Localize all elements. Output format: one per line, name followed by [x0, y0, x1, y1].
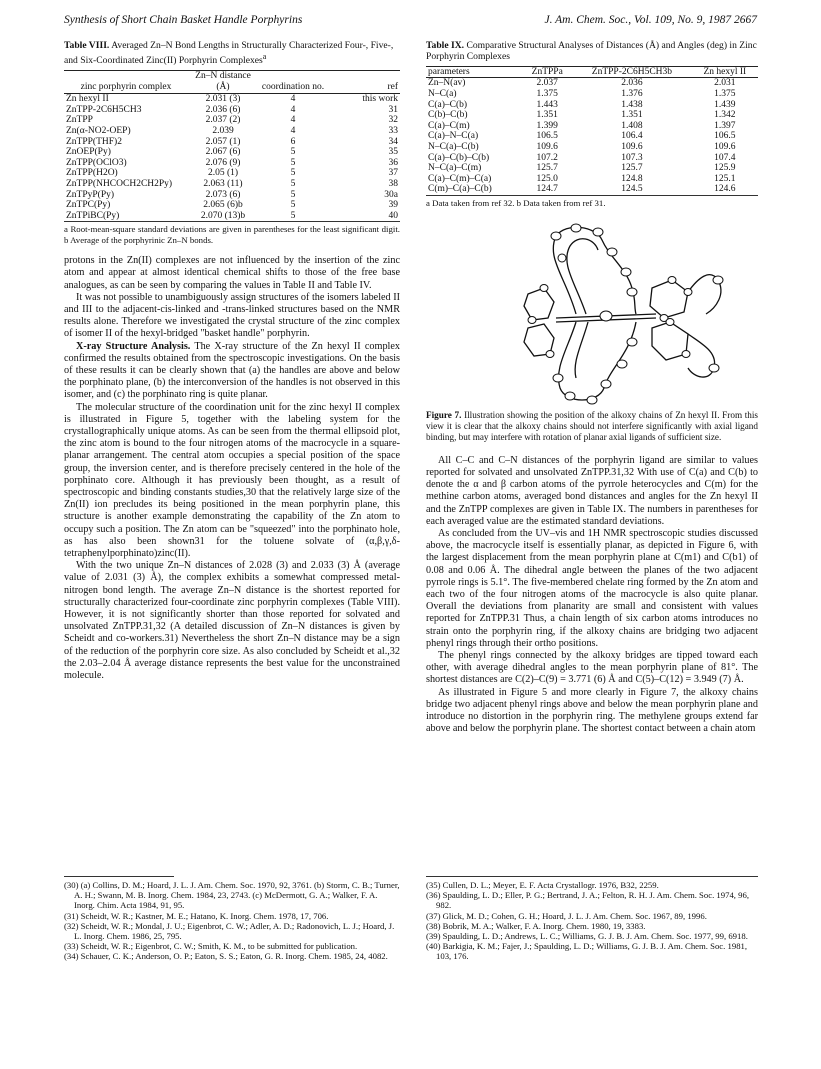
table8-cell-complex: ZnTPC(Py)	[66, 200, 111, 211]
paragraph-text: It was not possible to unambiguously assign structures of the isomers labeled II and III to the adjacent-cis-linked and -trans-linked structures based on the NMR results alone. Therefore we investigated the crystal structure of the zinc complex of isomer II of the hexyl-bridged "basket handle" porphyrin.	[64, 291, 400, 340]
table9-cell-value: 1.397	[714, 120, 736, 131]
table9-row	[426, 153, 758, 164]
reference-entry: (30) (a) Collins, D. M.; Hoard, J. L. J. Am. Chem. Soc. 1970, 92, 3761. (b) Storm, C. B.; Turner, A. H.; Swann, M. B. Inorg. Chem. 1984, 23, 2743. (c) McDermott, G. A.; Walker, F. A. Inorg. Chim. Acta 1984, 91, 95.	[64, 880, 400, 911]
reference-entry: (35) Cullen, D. L.; Meyer, E. F. Acta Crystallogr. 1976, B32, 2259.	[426, 880, 659, 890]
table8-header-distance: Zn–N distance (Å)	[195, 71, 251, 92]
table8	[64, 70, 400, 221]
table8-cell-complex: ZnTPiBC(Py)	[66, 210, 120, 221]
table8-cell-distance: 2.057 (1)	[205, 136, 241, 147]
table9-cell-value: 109.6	[621, 141, 643, 152]
table8-row	[64, 147, 400, 158]
table9-row	[426, 184, 758, 195]
table8-cell-complex: ZnTPP(H2O)	[66, 168, 118, 179]
table8-cell-coordination: 5	[290, 178, 296, 189]
table8-cell-ref: 34	[388, 136, 398, 147]
paragraph-text: As concluded from the UV–vis and 1H NMR spectroscopic studies discussed above, the macrocycle itself is essentially planar, as depicted in Figure 6, with the largest displacement from the mean porphyrin plane at C(m1) and C(b1) of 0.08 and 0.06 Å. The dihedral angle between the planes of the two adjacent pyrrole rings is 5.1°. The five-membered chelate ring formed by the Zn atom and each two of the four nitrogen atoms of the macrocycle is also quite planar. Overall the deviations from planarity are small and consistent with values reported for ZnTPP.31 Thus, a chain length of six carbon atoms introduces no strain onto the porphyrin ring, if the alkoxy chains are bridging two adjacent phenyl rings through their ortho positions.	[426, 527, 758, 649]
table9-cell-parameter: C(b)–C(b)	[428, 110, 468, 121]
table8-cell-distance: 2.073 (6)	[205, 189, 241, 200]
table8-row	[64, 126, 400, 137]
table8-cell-coordination: 4	[290, 104, 296, 115]
paragraph-text: With the two unique Zn–N distances of 2.028 (3) and 2.033 (3) Å (average value of 2.031 (3) Å), the complex exhibits a somewhat compressed metal-nitrogen bond length. The average Zn–N distance is the shortest reported for structurally characterized four-coordinate zinc porphyrin complexes (Table VIII). However, it is not significantly shorter than those reported for solvated and unsolvated ZnTPP.31,32 (A detailed discussion of Zn–N distances is given by Scheidt and co-workers.31) Nevertheless the short Zn–N distance may be a sign of the reduction of the porphyrin core size. As also concluded by Scheidt et al.,32 the 2.03–2.04 Å average distance represents the best value for the unconstrained molecule.	[64, 560, 400, 682]
table8-caption-mark: a	[262, 52, 267, 62]
table9-cell-value: 1.399	[536, 120, 558, 131]
table8-cell-coordination: 5	[290, 168, 296, 179]
table9-cell-parameter: Zn–N(av)	[428, 78, 466, 89]
table9-cell-value: 124.6	[714, 184, 736, 195]
running-head	[64, 14, 757, 30]
reference-entry: (40) Barkigia, K. M.; Fajer, J.; Spaulding, L. D.; Williams, G. J. B. J. Am. Chem. Soc. 1981, 103, 176.	[426, 941, 748, 962]
table9-row	[426, 163, 758, 174]
table8-cell-complex: ZnTPyP(Py)	[66, 189, 115, 200]
table8-header-coordination: coordination no.	[261, 81, 325, 92]
table9-cell-value: 125.1	[714, 173, 736, 184]
table9-cell-value: 1.375	[714, 89, 736, 99]
table9-row	[426, 89, 758, 100]
table8-body	[64, 94, 400, 222]
table9-cell-value: 124.5	[621, 184, 643, 195]
paragraph-text: The molecular structure of the coordination unit for the zinc hexyl II complex is illustrated in Figure 5, together with the labeling system for the crystallographically unique atoms. As can be seen from the thermal ellipsoid plot, the zinc atom is bound to the four nitrogen atoms of the macrocycle in a square-planar arrangement. The central atom occupies a special position of the space group, the inversion center, and is therefore precisely centered in the hole of the porphinato core. Although it has previously been thought, as a result of spectroscopic and binding constants studies,30 that the relatively large size of the Zn(II) ion precludes its being positioned in the mean porphyrin plane, this structure is another example demonstrating the capability of the Zn atom to occupy such a position. The Zn atom can be "squeezed" into the porphinato hole, as has also been shown31 for the toluene solvate of (α,β,γ,δ-tetraphenylporphinato)zinc(II).	[64, 401, 400, 559]
table8-cell-ref: 35	[388, 147, 398, 158]
table8-cell-ref: 33	[388, 125, 398, 136]
references-right	[426, 880, 758, 962]
references-left	[64, 880, 400, 962]
body-paragraph	[426, 455, 758, 528]
table9-cell-value: 125.7	[536, 163, 558, 174]
table9-cell-value: 125.0	[536, 173, 558, 184]
table8-cell-coordination: 5	[290, 189, 296, 200]
table8-cell-complex: ZnTPP(OClO3)	[66, 157, 127, 168]
table8-cell-distance: 2.031 (3)	[205, 94, 241, 105]
table8-cell-complex: Zn hexyl II	[66, 94, 109, 105]
reference-entry: (33) Scheidt, W. R.; Eigenbrot, C. W.; Smith, K. M., to be submitted for publication.	[64, 941, 358, 952]
table8-cell-complex: Zn(α-NO2-OEP)	[66, 125, 131, 136]
table9-cell-value: 1.438	[621, 99, 643, 110]
table8-cell-coordination: 4	[290, 94, 296, 105]
body-paragraph	[64, 341, 400, 402]
table9-cell-parameter: N–C(a)–C(b)	[428, 141, 479, 152]
table8-cell-coordination: 5	[290, 210, 296, 221]
table9-cell-value: 109.6	[714, 141, 736, 152]
table8-cell-coordination: 6	[290, 136, 296, 147]
table8-cell-complex: ZnTPP	[66, 115, 93, 126]
table9-cell-value: 125.9	[714, 163, 736, 174]
table8-row	[64, 200, 400, 211]
table8-row	[64, 94, 400, 105]
table8-cell-complex: ZnTPP-2C6H5CH3	[66, 104, 142, 115]
table8-row	[64, 158, 400, 169]
table9-cell-parameter: C(a)–C(b)	[428, 99, 468, 110]
table9-cell-value: 106.5	[536, 131, 558, 142]
table9-cell-parameter: N–C(a)	[428, 89, 457, 99]
body-paragraph	[64, 560, 400, 682]
table8-cell-complex: ZnOEP(Py)	[66, 147, 111, 158]
table8-cell-distance: 2.036 (6)	[205, 104, 241, 115]
table9-caption	[426, 40, 758, 63]
body-paragraph	[426, 687, 758, 736]
paragraph-text: The X-ray structure of the Zn hexyl II complex confirmed the results obtained from the spectroscopic investigations. On the basis of these results it can be clearly shown that (a) the handles are above and below the porphinato plane, (b) the interconversion of the handles is not observed in this isomer, and (c) the porphinato ring is quite planar.	[64, 340, 400, 401]
table9-row	[426, 131, 758, 142]
paragraph-text: All C–C and C–N distances of the porphyrin ligand are similar to values reported for solvated and unsolvated ZnTPP.31,32 With use of C(a) and C(b) to denote the α and β carbon atoms of the pyrrole heterocycles and C(m) for the methine carbon atoms, averaged bond distances and angles for the Zn hexyl II and the ZnTPP complexes are given in Table IX. The numbers in parentheses for each averaged value are the estimated standard deviations.	[426, 454, 758, 527]
table9-cell-value: 1.439	[714, 99, 736, 110]
table9-cell-value: 1.443	[536, 99, 558, 110]
table9-cell-value: 2.036	[621, 78, 643, 89]
left-references	[64, 876, 400, 962]
table9-cell-parameter: C(a)–C(m)–C(a)	[428, 173, 492, 184]
table8-cell-ref: 40	[388, 210, 398, 221]
table8-cell-coordination: 4	[290, 125, 296, 136]
body-paragraph	[64, 292, 400, 341]
table9-row	[426, 174, 758, 185]
table9-cell-value: 2.031	[714, 78, 736, 89]
body-paragraph	[426, 650, 758, 687]
table8-cell-distance: 2.05 (1)	[207, 168, 239, 179]
table9-cell-parameter: C(a)–N–C(a)	[428, 131, 479, 142]
right-body-text	[426, 455, 758, 736]
body-paragraph	[64, 255, 400, 292]
table9-header-parameters: parameters	[428, 66, 470, 77]
table8-row	[64, 137, 400, 148]
table8-cell-ref: 30a	[384, 189, 398, 200]
right-references	[426, 876, 758, 962]
table8-cell-distance: 2.067 (6)	[205, 147, 241, 158]
table9-cell-value: 125.7	[621, 163, 643, 174]
table8-cell-coordination: 5	[290, 200, 296, 211]
table8-row	[64, 105, 400, 116]
table9-cell-value: 109.6	[536, 141, 558, 152]
reference-entry: (36) Spaulding, L. D.; Eller, P. G.; Bertrand, J. A.; Felton, R. H. J. Am. Chem. Soc. 1974, 96, 982.	[426, 890, 750, 911]
table9-header-zntpp-toluene: ZnTPP-2C6H5CH3b	[591, 66, 673, 77]
table8-cell-distance: 2.063 (11)	[203, 178, 243, 189]
table8-cell-ref: 31	[388, 104, 398, 115]
left-column	[64, 40, 400, 962]
table9-row	[426, 110, 758, 121]
table9-body	[426, 78, 758, 195]
table9-caption-text: Comparative Structural Analyses of Distances (Å) and Angles (deg) in Zinc Porphyrin Complexes	[426, 40, 757, 63]
table9-row	[426, 121, 758, 132]
table9-cell-value: 1.376	[621, 89, 643, 99]
table8-cell-ref: 32	[388, 115, 398, 126]
table8-header-complex: zinc porphyrin complex	[80, 81, 172, 92]
table8-cell-distance: 2.039	[212, 125, 234, 136]
table8-cell-ref: 36	[388, 157, 398, 168]
paragraph-text: As illustrated in Figure 5 and more clearly in Figure 7, the alkoxy chains bridge two adjacent phenyl rings above and below the mean porphyrin plane and introduce no distortion in the porphyrin ring. The methylene groups extend far above and below the porphyrin plane. The shortest contact between a chain atom	[426, 686, 758, 735]
table8-cell-complex: ZnTPP(NHCOCH2CH2Py)	[66, 178, 173, 189]
table9-cell-value: 2.037	[536, 78, 558, 89]
table8-caption-text: Averaged Zn–N Bond Lengths in Structurally Characterized Four-, Five-, and Six-Coordinated Zinc(II) Porphyrin Complexes	[64, 40, 394, 67]
table8-row	[64, 179, 400, 190]
paragraph-text: The phenyl rings connected by the alkoxy bridges are tipped toward each other, with average dihedral angles to the mean porphyrin plane of 81°. The shortest distances are C(2)–C(9) = 3.771 (6) Å and C(5)–C(12) = 3.949 (7) Å.	[426, 649, 758, 686]
running-head-citation: J. Am. Chem. Soc., Vol. 109, No. 9, 1987 2667	[544, 14, 757, 26]
table9-cell-value: 107.4	[714, 152, 736, 163]
table8-cell-complex: ZnTPP(THF)2	[66, 136, 122, 147]
table8-row	[64, 190, 400, 201]
table8-row	[64, 211, 400, 222]
table8-caption	[64, 40, 400, 67]
table9-cell-parameter: C(m)–C(a)–C(b)	[428, 184, 492, 195]
table9-row	[426, 142, 758, 153]
table8-cell-ref: this work	[362, 94, 398, 105]
table9-cell-parameter: N–C(a)–C(m)	[428, 163, 482, 174]
figure7-caption	[426, 410, 758, 442]
body-paragraph	[426, 528, 758, 650]
left-body-text	[64, 255, 400, 682]
ortep-structure-illustration	[426, 218, 758, 410]
running-head-title: Synthesis of Short Chain Basket Handle Porphyrins	[64, 14, 303, 26]
reference-entry: (39) Spaulding, L. D.; Andrews, L. C.; Williams, G. J. B. J. Am. Chem. Soc. 1977, 99, 6918.	[426, 931, 748, 942]
table9-label: Table IX.	[426, 40, 465, 51]
table9-cell-value: 106.4	[621, 131, 643, 142]
table8-cell-coordination: 4	[290, 115, 296, 126]
table9-footnote: a Data taken from ref 32. b Data taken from ref 31.	[426, 197, 606, 208]
table9-cell-parameter: C(a)–C(m)	[428, 120, 470, 131]
reference-entry: (32) Scheidt, W. R.; Mondal, J. U.; Eigenbrot, C. W.; Adler, A. D.; Radonovich, L. J.; Hoard, J. L. Inorg. Chem. 1986, 25, 795.	[64, 920, 395, 942]
table8-header-ref: ref	[387, 81, 398, 92]
table9-cell-value: 1.375	[536, 89, 558, 99]
reference-entry: (37) Glick, M. D.; Cohen, G. H.; Hoard, J. L. J. Am. Chem. Soc. 1967, 89, 1996.	[426, 910, 707, 921]
table9-cell-value: 1.351	[536, 110, 558, 121]
section-heading: X-ray Structure Analysis.	[76, 340, 191, 352]
table9-cell-value: 106.5	[714, 131, 736, 142]
table8-row	[64, 115, 400, 126]
table9-cell-value: 107.2	[536, 152, 558, 163]
table9-header-zn-hexyl: Zn hexyl II	[703, 66, 747, 77]
table9-cell-value: 124.7	[536, 184, 558, 195]
table9-row	[426, 78, 758, 89]
body-paragraph	[64, 402, 400, 561]
table9-row	[426, 100, 758, 111]
paragraph-text: protons in the Zn(II) complexes are not influenced by the insertion of the zinc atom and appear at almost identical chemical shifts to those of the free base analogues, as can be seen by comparing the values in Table II and Table IV.	[64, 255, 400, 291]
figure7-caption-text: Illustration showing the position of the alkoxy chains of Zn hexyl II. From this view it is clear that the alkoxy chains should not interfere significantly with axial ligand binding, but may interfere with rotation of planar axial ligands of sufficient size.	[426, 410, 759, 442]
table8-footnote: a Root-mean-square standard deviations are given in parentheses for the least significant digit. b Average of the porphyrinic Zn–N bonds.	[64, 224, 400, 245]
table9	[426, 66, 758, 195]
table9-cell-value: 1.351	[621, 110, 643, 121]
reference-entry: (31) Scheidt, W. R.; Kastner, M. E.; Hatano, K. Inorg. Chem. 1978, 17, 706.	[64, 910, 329, 921]
table8-cell-ref: 37	[388, 168, 398, 179]
table8-cell-distance: 2.065 (6)b	[203, 200, 243, 211]
table9-cell-value: 107.3	[621, 152, 643, 163]
figure7-ortep-drawing	[426, 218, 758, 410]
table8-cell-distance: 2.076 (9)	[205, 157, 241, 168]
reference-entry: (34) Schauer, C. K.; Anderson, O. P.; Eaton, S. S.; Eaton, G. R. Inorg. Chem. 1985, 24, 4082.	[64, 951, 388, 962]
table8-cell-ref: 38	[388, 178, 398, 189]
table8-cell-distance: 2.037 (2)	[205, 115, 241, 126]
table8-cell-coordination: 5	[290, 157, 296, 168]
table8-row	[64, 168, 400, 179]
table8-cell-ref: 39	[388, 200, 398, 211]
table9-header-zntpp: ZnTPPa	[531, 66, 563, 77]
table9-cell-value: 124.8	[621, 173, 643, 184]
reference-entry: (38) Bobrik, M. A.; Walker, F. A. Inorg. Chem. 1980, 19, 3383.	[426, 920, 646, 931]
table8-label: Table VIII.	[64, 40, 110, 51]
table8-cell-distance: 2.070 (13)b	[200, 210, 246, 221]
table9-cell-value: 1.408	[621, 120, 643, 131]
table9-cell-parameter: C(a)–C(b)–C(b)	[428, 152, 490, 163]
right-column	[426, 40, 759, 962]
table9-cell-value: 1.342	[714, 110, 736, 121]
figure7-label: Figure 7.	[426, 410, 462, 421]
table8-cell-coordination: 5	[290, 147, 296, 158]
